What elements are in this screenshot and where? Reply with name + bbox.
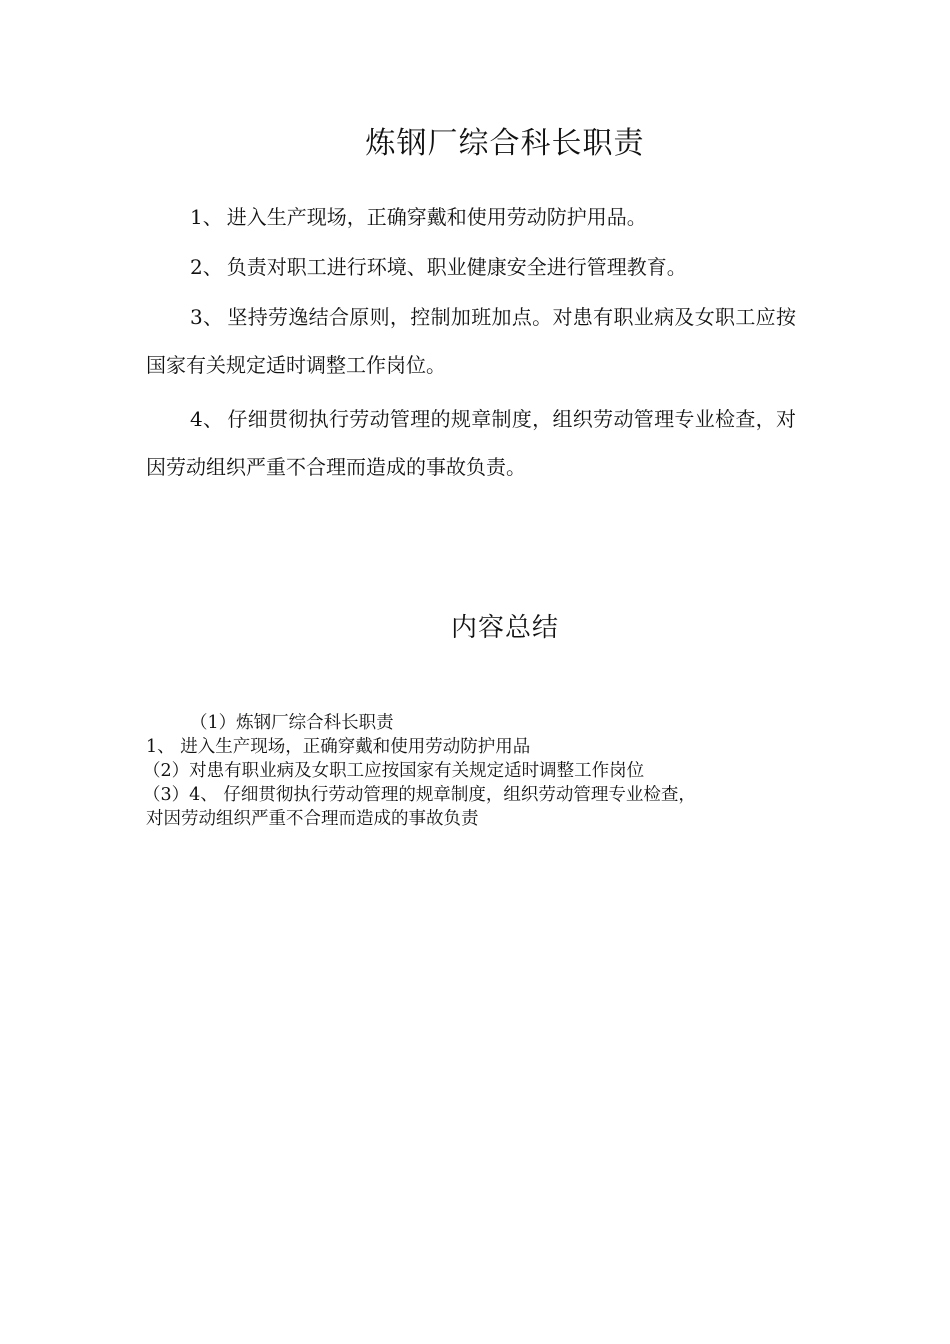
paragraph-4-text: 仔细贯彻执行劳动管理的规章制度，组织劳动管理专业检查，对因劳动组织严重不合理而造成的事故负责。 [146,407,797,479]
summary-title: 内容总结 [450,613,559,643]
paragraph-2-number: 2、 [190,255,223,279]
paragraph-1-text: 进入生产现场，正确穿戴和使用劳动防护用品。 [226,205,647,229]
summary-block [143,711,806,831]
paragraph-3 [146,293,796,389]
summary-line-1: （1）炼钢厂综合科长职责 [190,713,394,733]
paragraph-2 [146,243,796,291]
paragraph-1-number: 1、 [190,205,223,229]
summary-line-4: （3）4、 仔细贯彻执行劳动管理的规章制度，组织劳动管理专业检查， [143,785,696,805]
paragraph-1 [146,193,796,241]
paragraph-3-text: 坚持劳逸结合原则，控制加班加点。对患有职业病及女职工应按国家有关规定适时调整工作岗位。 [146,305,797,377]
summary-line-3: （2）对患有职业病及女职工应按国家有关规定适时调整工作岗位 [143,761,645,781]
paragraph-4-number: 4、 [190,407,224,431]
document-title: 炼钢厂综合科长职责 [365,126,645,161]
paragraph-3-number: 3、 [190,305,224,329]
paragraph-2-text: 负责对职工进行环境、职业健康安全进行管理教育。 [226,255,687,279]
summary-line-2: 1、 进入生产现场，正确穿戴和使用劳动防护用品 [146,737,531,757]
paragraph-4 [146,395,796,491]
summary-line-5: 对因劳动组织严重不合理而造成的事故负责 [146,809,479,829]
